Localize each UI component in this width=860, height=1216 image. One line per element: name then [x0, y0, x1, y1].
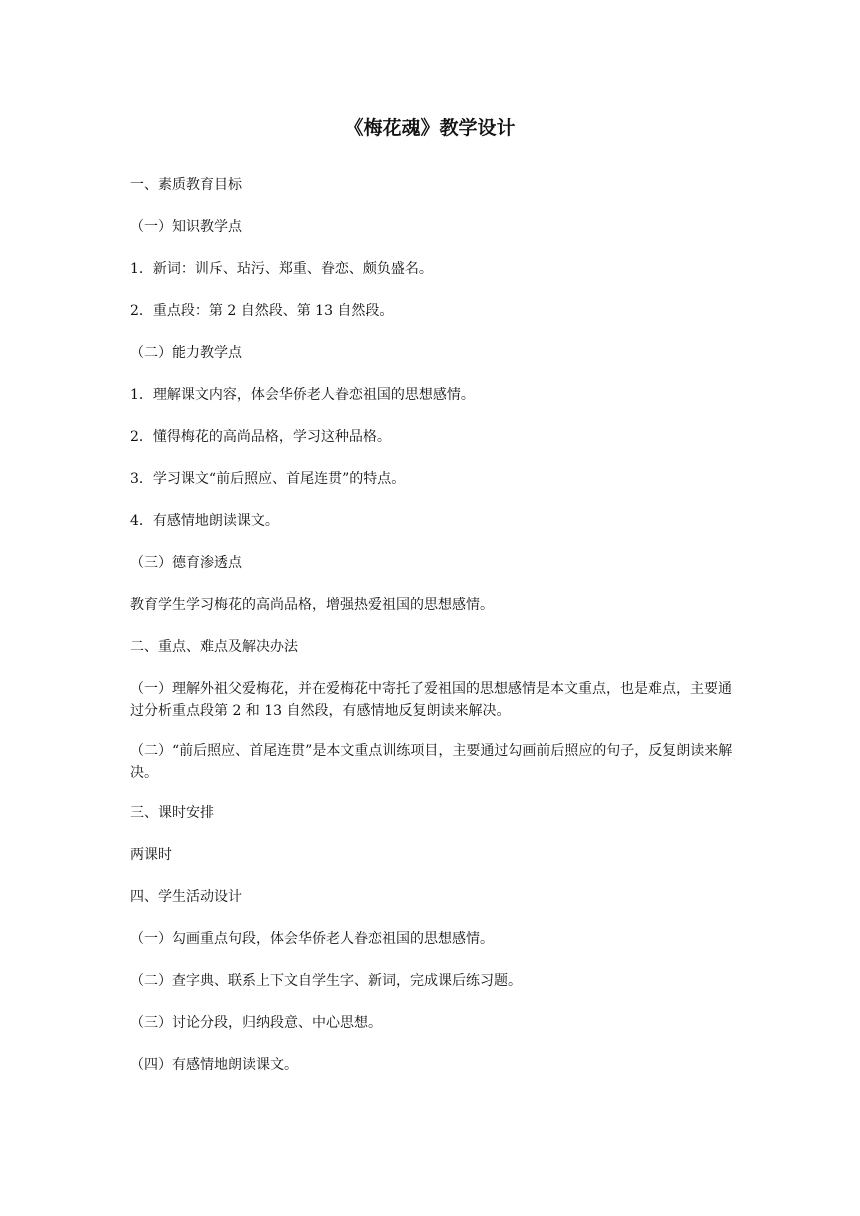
- list-item: 2．懂得梅花的高尚品格，学习这种品格。: [130, 429, 391, 445]
- section-heading-schedule: 三、课时安排: [130, 805, 214, 821]
- list-item: 1．理解课文内容，体会华侨老人眷恋祖国的思想感情。: [130, 387, 475, 403]
- list-item: 1．新词：训斥、玷污、郑重、眷恋、颇负盛名。: [130, 261, 433, 277]
- list-item: （四）有感情地朗读课文。: [130, 1057, 298, 1073]
- list-item: 4．有感情地朗读课文。: [130, 513, 279, 529]
- subsection-knowledge: （一）知识教学点: [130, 219, 242, 235]
- document-body: [130, 174, 740, 1096]
- body-paragraph: （一）理解外祖父爱梅花，并在爱梅花中寄托了爱祖国的思想感情是本文重点，也是难点，主要通过分析重点段第 2 和 13 自然段，有感情地反复朗读来解决。: [130, 681, 732, 719]
- section-heading-activities: 四、学生活动设计: [130, 889, 242, 905]
- subsection-moral: （三）德育渗透点: [130, 555, 242, 571]
- body-paragraph: （二）“前后照应、首尾连贯”是本文重点训练项目，主要通过勾画前后照应的句子，反复朗读来解决。: [130, 743, 733, 781]
- document-title: 《梅花魂》教学设计: [344, 117, 516, 139]
- subsection-ability: （二）能力教学点: [130, 345, 242, 361]
- list-item: （一）勾画重点句段，体会华侨老人眷恋祖国的思想感情。: [130, 931, 494, 947]
- body-paragraph: 两课时: [130, 847, 172, 863]
- list-item: （三）讨论分段，归纳段意、中心思想。: [130, 1015, 382, 1031]
- list-item: 3．学习课文“前后照应、首尾连贯”的特点。: [130, 471, 406, 487]
- list-item: （二）查字典、联系上下文自学生字、新词，完成课后练习题。: [130, 973, 522, 989]
- section-heading-key-points: 二、重点、难点及解决办法: [130, 639, 298, 655]
- section-heading-goals: 一、素质教育目标: [130, 177, 242, 193]
- list-item: 2．重点段：第 2 自然段、第 13 自然段。: [130, 303, 394, 319]
- body-paragraph: 教育学生学习梅花的高尚品格，增强热爱祖国的思想感情。: [130, 597, 494, 613]
